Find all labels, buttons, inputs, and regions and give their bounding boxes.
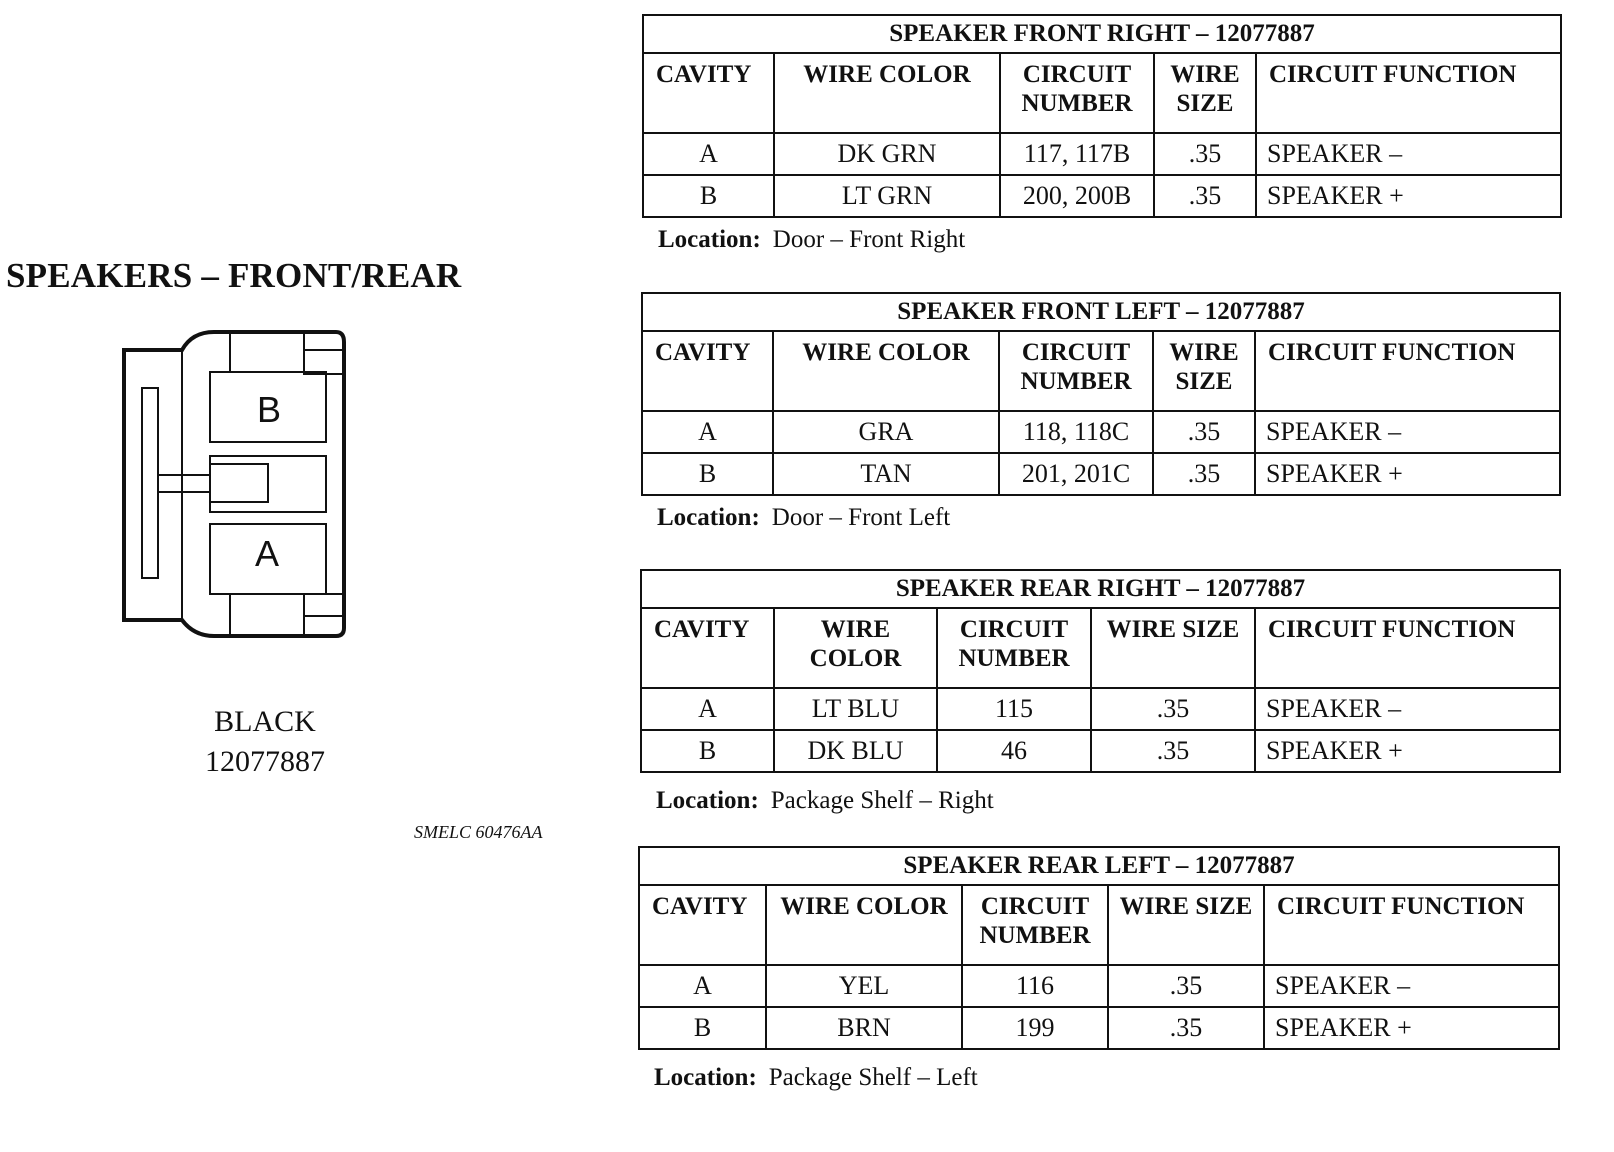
connector-part-number: 12077887 <box>205 745 325 778</box>
header-cavity: CAVITY <box>643 53 774 133</box>
speaker-rear-right-block <box>640 569 1561 815</box>
cell-wire-color: GRA <box>773 411 999 453</box>
header-wire-size: WIRE SIZE <box>1153 331 1255 411</box>
header-wire-size: WIRE SIZE <box>1154 53 1256 133</box>
table-title: SPEAKER FRONT RIGHT – 12077887 <box>643 15 1561 53</box>
header-circuit-number: CIRCUIT NUMBER <box>1000 53 1154 133</box>
cell-wire-size: .35 <box>1091 730 1255 772</box>
cell-cavity: B <box>641 730 774 772</box>
header-wire-size: WIRE SIZE <box>1108 885 1264 965</box>
header-circuit-number: CIRCUIT NUMBER <box>999 331 1153 411</box>
cell-cavity: A <box>641 688 774 730</box>
speaker-rear-left-block <box>638 846 1560 1092</box>
header-circuit-function: CIRCUIT FUNCTION <box>1255 331 1560 411</box>
location-value: Package Shelf – Right <box>770 787 994 814</box>
cell-wire-color: BRN <box>766 1007 962 1049</box>
cell-circuit-number: 200, 200B <box>1000 175 1154 217</box>
cell-cavity: A <box>643 133 774 175</box>
cell-wire-size: .35 <box>1154 133 1256 175</box>
table-title: SPEAKER FRONT LEFT – 12077887 <box>642 293 1560 331</box>
location-label: Location: <box>657 504 760 531</box>
cell-wire-size: .35 <box>1108 1007 1264 1049</box>
location-line <box>640 787 1561 815</box>
header-cavity: CAVITY <box>639 885 766 965</box>
cell-circuit-function: SPEAKER + <box>1264 1007 1559 1049</box>
cell-wire-size: .35 <box>1108 965 1264 1007</box>
location-line <box>641 504 1561 532</box>
cell-circuit-function: SPEAKER – <box>1255 411 1560 453</box>
cell-cavity: B <box>642 453 773 495</box>
cell-wire-size: .35 <box>1153 453 1255 495</box>
cell-wire-color: TAN <box>773 453 999 495</box>
table-row <box>643 175 1561 217</box>
cell-circuit-function: SPEAKER + <box>1256 175 1561 217</box>
location-value: Package Shelf – Left <box>768 1064 978 1091</box>
cell-circuit-number: 116 <box>962 965 1108 1007</box>
cell-wire-color: DK BLU <box>774 730 937 772</box>
header-wire-color: WIRE COLOR <box>774 53 1000 133</box>
location-label: Location: <box>654 1064 757 1091</box>
cell-cavity: B <box>639 1007 766 1049</box>
header-circuit-number: CIRCUIT NUMBER <box>962 885 1108 965</box>
cell-circuit-function: SPEAKER – <box>1264 965 1559 1007</box>
cell-cavity: B <box>643 175 774 217</box>
cell-wire-size: .35 <box>1091 688 1255 730</box>
location-label: Location: <box>656 787 759 814</box>
header-wire-color: WIRE COLOR <box>766 885 962 965</box>
header-wire-color: WIRE COLOR <box>774 608 937 688</box>
location-label: Location: <box>658 226 761 253</box>
cell-wire-size: .35 <box>1153 411 1255 453</box>
header-circuit-function: CIRCUIT FUNCTION <box>1255 608 1560 688</box>
cell-circuit-number: 46 <box>937 730 1091 772</box>
cell-wire-color: LT GRN <box>774 175 1000 217</box>
connector-color: BLACK <box>214 705 316 738</box>
cell-wire-color: YEL <box>766 965 962 1007</box>
table-row <box>639 1007 1559 1049</box>
table-row <box>639 965 1559 1007</box>
table-row <box>641 688 1560 730</box>
cell-wire-color: DK GRN <box>774 133 1000 175</box>
cell-circuit-number: 201, 201C <box>999 453 1153 495</box>
reference-code: SMELC 60476AA <box>414 822 543 842</box>
table-row <box>641 730 1560 772</box>
cell-circuit-function: SPEAKER + <box>1255 730 1560 772</box>
cell-cavity: A <box>642 411 773 453</box>
page-title: SPEAKERS – FRONT/REAR <box>6 256 462 295</box>
table-row <box>643 133 1561 175</box>
table-row <box>642 453 1560 495</box>
location-value: Door – Front Right <box>772 226 966 253</box>
cell-circuit-function: SPEAKER + <box>1255 453 1560 495</box>
header-wire-color: WIRE COLOR <box>773 331 999 411</box>
header-cavity: CAVITY <box>641 608 774 688</box>
cell-circuit-function: SPEAKER – <box>1255 688 1560 730</box>
connector-table <box>638 846 1560 1050</box>
location-line <box>638 1064 1560 1092</box>
table-row <box>642 411 1560 453</box>
cell-wire-color: LT BLU <box>774 688 937 730</box>
cell-circuit-function: SPEAKER – <box>1256 133 1561 175</box>
table-title: SPEAKER REAR LEFT – 12077887 <box>639 847 1559 885</box>
speaker-front-right-block <box>642 14 1562 254</box>
table-title: SPEAKER REAR RIGHT – 12077887 <box>641 570 1560 608</box>
cavity-a-label: A <box>254 533 280 574</box>
connector-table <box>642 14 1562 218</box>
cell-wire-size: .35 <box>1154 175 1256 217</box>
header-circuit-number: CIRCUIT NUMBER <box>937 608 1091 688</box>
cell-cavity: A <box>639 965 766 1007</box>
cell-circuit-number: 199 <box>962 1007 1108 1049</box>
cavity-b-label: B <box>256 389 282 430</box>
cell-circuit-number: 115 <box>937 688 1091 730</box>
cell-circuit-number: 118, 118C <box>999 411 1153 453</box>
header-circuit-function: CIRCUIT FUNCTION <box>1256 53 1561 133</box>
header-wire-size: WIRE SIZE <box>1091 608 1255 688</box>
location-line <box>642 226 1562 254</box>
connector-diagram <box>118 330 356 660</box>
cell-circuit-number: 117, 117B <box>1000 133 1154 175</box>
connector-table <box>641 292 1561 496</box>
header-circuit-function: CIRCUIT FUNCTION <box>1264 885 1559 965</box>
connector-table <box>640 569 1561 773</box>
location-value: Door – Front Left <box>771 504 951 531</box>
speaker-front-left-block <box>641 292 1561 532</box>
header-cavity: CAVITY <box>642 331 773 411</box>
